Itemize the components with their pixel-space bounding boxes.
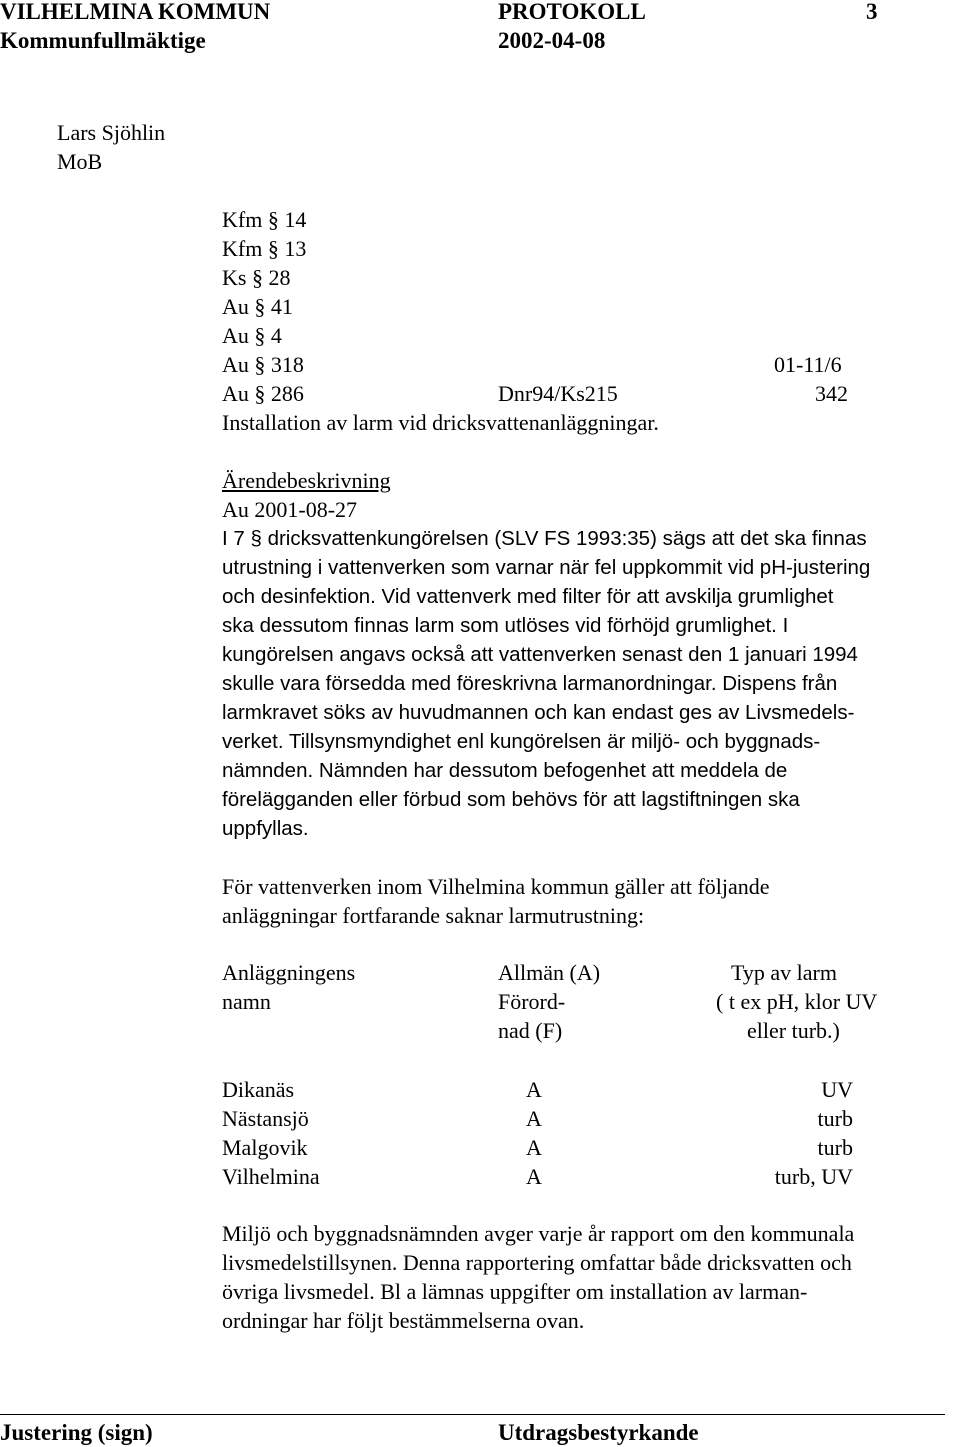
recipient: MoB: [57, 149, 103, 174]
closing-line: livsmedelstillsynen. Denna rapportering omfattar både dricksvatten och: [222, 1250, 852, 1275]
reference-code: 01-11/6: [774, 352, 842, 377]
intro-line: För vattenverken inom Vilhelmina kommun gäller att följande: [222, 874, 770, 899]
table-header-name: [222, 958, 355, 1016]
diary-number: Dnr94/Ks215: [498, 381, 618, 406]
footer-signature-label: Justering (sign): [0, 1420, 153, 1445]
meeting-date: 2002-04-08: [498, 28, 606, 53]
case-text-line: kungörelsen angavs också att vattenverken senast den 1 januari 1994: [222, 643, 858, 666]
case-text-line: I 7 § dricksvattenkungörelsen (SLV FS 1993:35) sägs att det ska finnas: [222, 527, 867, 550]
page-number: 3: [866, 0, 878, 24]
case-text-line: nämnden. Nämnden har dessutom befogenhet att meddela de: [222, 759, 788, 782]
reference-item: Au § 286: [222, 381, 304, 406]
table-header-text: Allmän (A): [498, 960, 601, 985]
closing-line: Miljö och byggnadsnämnden avger varje år rapport om den kommunala: [222, 1221, 855, 1246]
reference-item: Au § 41: [222, 294, 293, 319]
closing-line: ordningar har följt bestämmelserna ovan.: [222, 1308, 585, 1333]
recipient: Lars Sjöhlin: [57, 120, 166, 145]
reference-item: Ks § 28: [222, 265, 291, 290]
closing-paragraph: [222, 1219, 854, 1335]
footer-certification-label: Utdragsbestyrkande: [498, 1420, 699, 1445]
table-name-column: [222, 1075, 320, 1191]
table-header-text: Anläggningens: [222, 960, 356, 985]
facility-alarm: turb, UV: [774, 1164, 853, 1189]
table-header-text: eller turb.): [747, 1018, 840, 1043]
recipients-list: [57, 118, 165, 176]
facility-alarm: UV: [821, 1077, 853, 1102]
subject-line: Installation av larm vid dricksvattenanläggningar.: [222, 410, 659, 435]
case-heading: Ärendebeskrivning: [222, 468, 391, 493]
table-header-text: Typ av larm: [731, 960, 837, 985]
table-alarm-column: [653, 1075, 853, 1191]
assembly-name: Kommunfullmäktige: [0, 28, 206, 53]
intro-paragraph: [222, 872, 770, 930]
table-header-text: Förord-: [498, 989, 566, 1014]
case-text-line: skulle vara försedda med föreskrivna larmanordningar. Dispens från: [222, 672, 838, 695]
table-header-alarm: [700, 958, 900, 1045]
facility-name: Vilhelmina: [222, 1164, 320, 1189]
facility-alarm: turb: [817, 1135, 853, 1160]
case-date: Au 2001-08-27: [222, 497, 358, 522]
reference-item: Kfm § 14: [222, 207, 307, 232]
table-header-text: namn: [222, 989, 271, 1014]
facility-name: Dikanäs: [222, 1077, 295, 1102]
case-text-line: och desinfektion. Vid vattenverk med filter för att avskilja grumlighet: [222, 585, 834, 608]
facility-name: Nästansjö: [222, 1106, 309, 1131]
table-header-type: [498, 958, 600, 1045]
footer-divider: [0, 1414, 945, 1415]
table-header-text: ( t ex pH, klor UV: [716, 989, 878, 1014]
case-text-line: larmkravet söks av huvudmannen och kan endast ges av Livsmedels-: [222, 701, 855, 724]
table-type-column: [526, 1075, 542, 1191]
facility-alarm: turb: [817, 1106, 853, 1131]
case-text-line: förelägganden eller förbud som behövs för att lagstiftningen ska: [222, 788, 800, 811]
intro-line: anläggningar fortfarande saknar larmutrustning:: [222, 903, 645, 928]
facility-name: Malgovik: [222, 1135, 308, 1160]
table-header-text: nad (F): [498, 1018, 563, 1043]
case-header: [222, 466, 391, 524]
facility-type: A: [526, 1135, 542, 1160]
case-text-line: verket. Tillsynsmyndighet enl kungörelsen är miljö- och byggnads-: [222, 730, 821, 753]
facility-type: A: [526, 1106, 542, 1131]
case-body: [222, 524, 870, 843]
facility-type: A: [526, 1077, 542, 1102]
reference-item: Au § 4: [222, 323, 282, 348]
paragraph-number: 342: [815, 381, 848, 406]
reference-item: Kfm § 13: [222, 236, 307, 261]
document-type: PROTOKOLL: [498, 0, 646, 24]
reference-item: Au § 318: [222, 352, 304, 377]
case-text-line: ska dessutom finnas larm som utlöses vid förhöjd grumlighet. I: [222, 614, 789, 637]
facility-type: A: [526, 1164, 542, 1189]
municipality-name: VILHELMINA KOMMUN: [0, 0, 271, 24]
case-text-line: uppfyllas.: [222, 817, 309, 840]
closing-line: övriga livsmedel. Bl a lämnas uppgifter om installation av larman-: [222, 1279, 808, 1304]
case-text-line: utrustning i vattenverken som varnar när fel uppkommit vid pH-justering: [222, 556, 871, 579]
